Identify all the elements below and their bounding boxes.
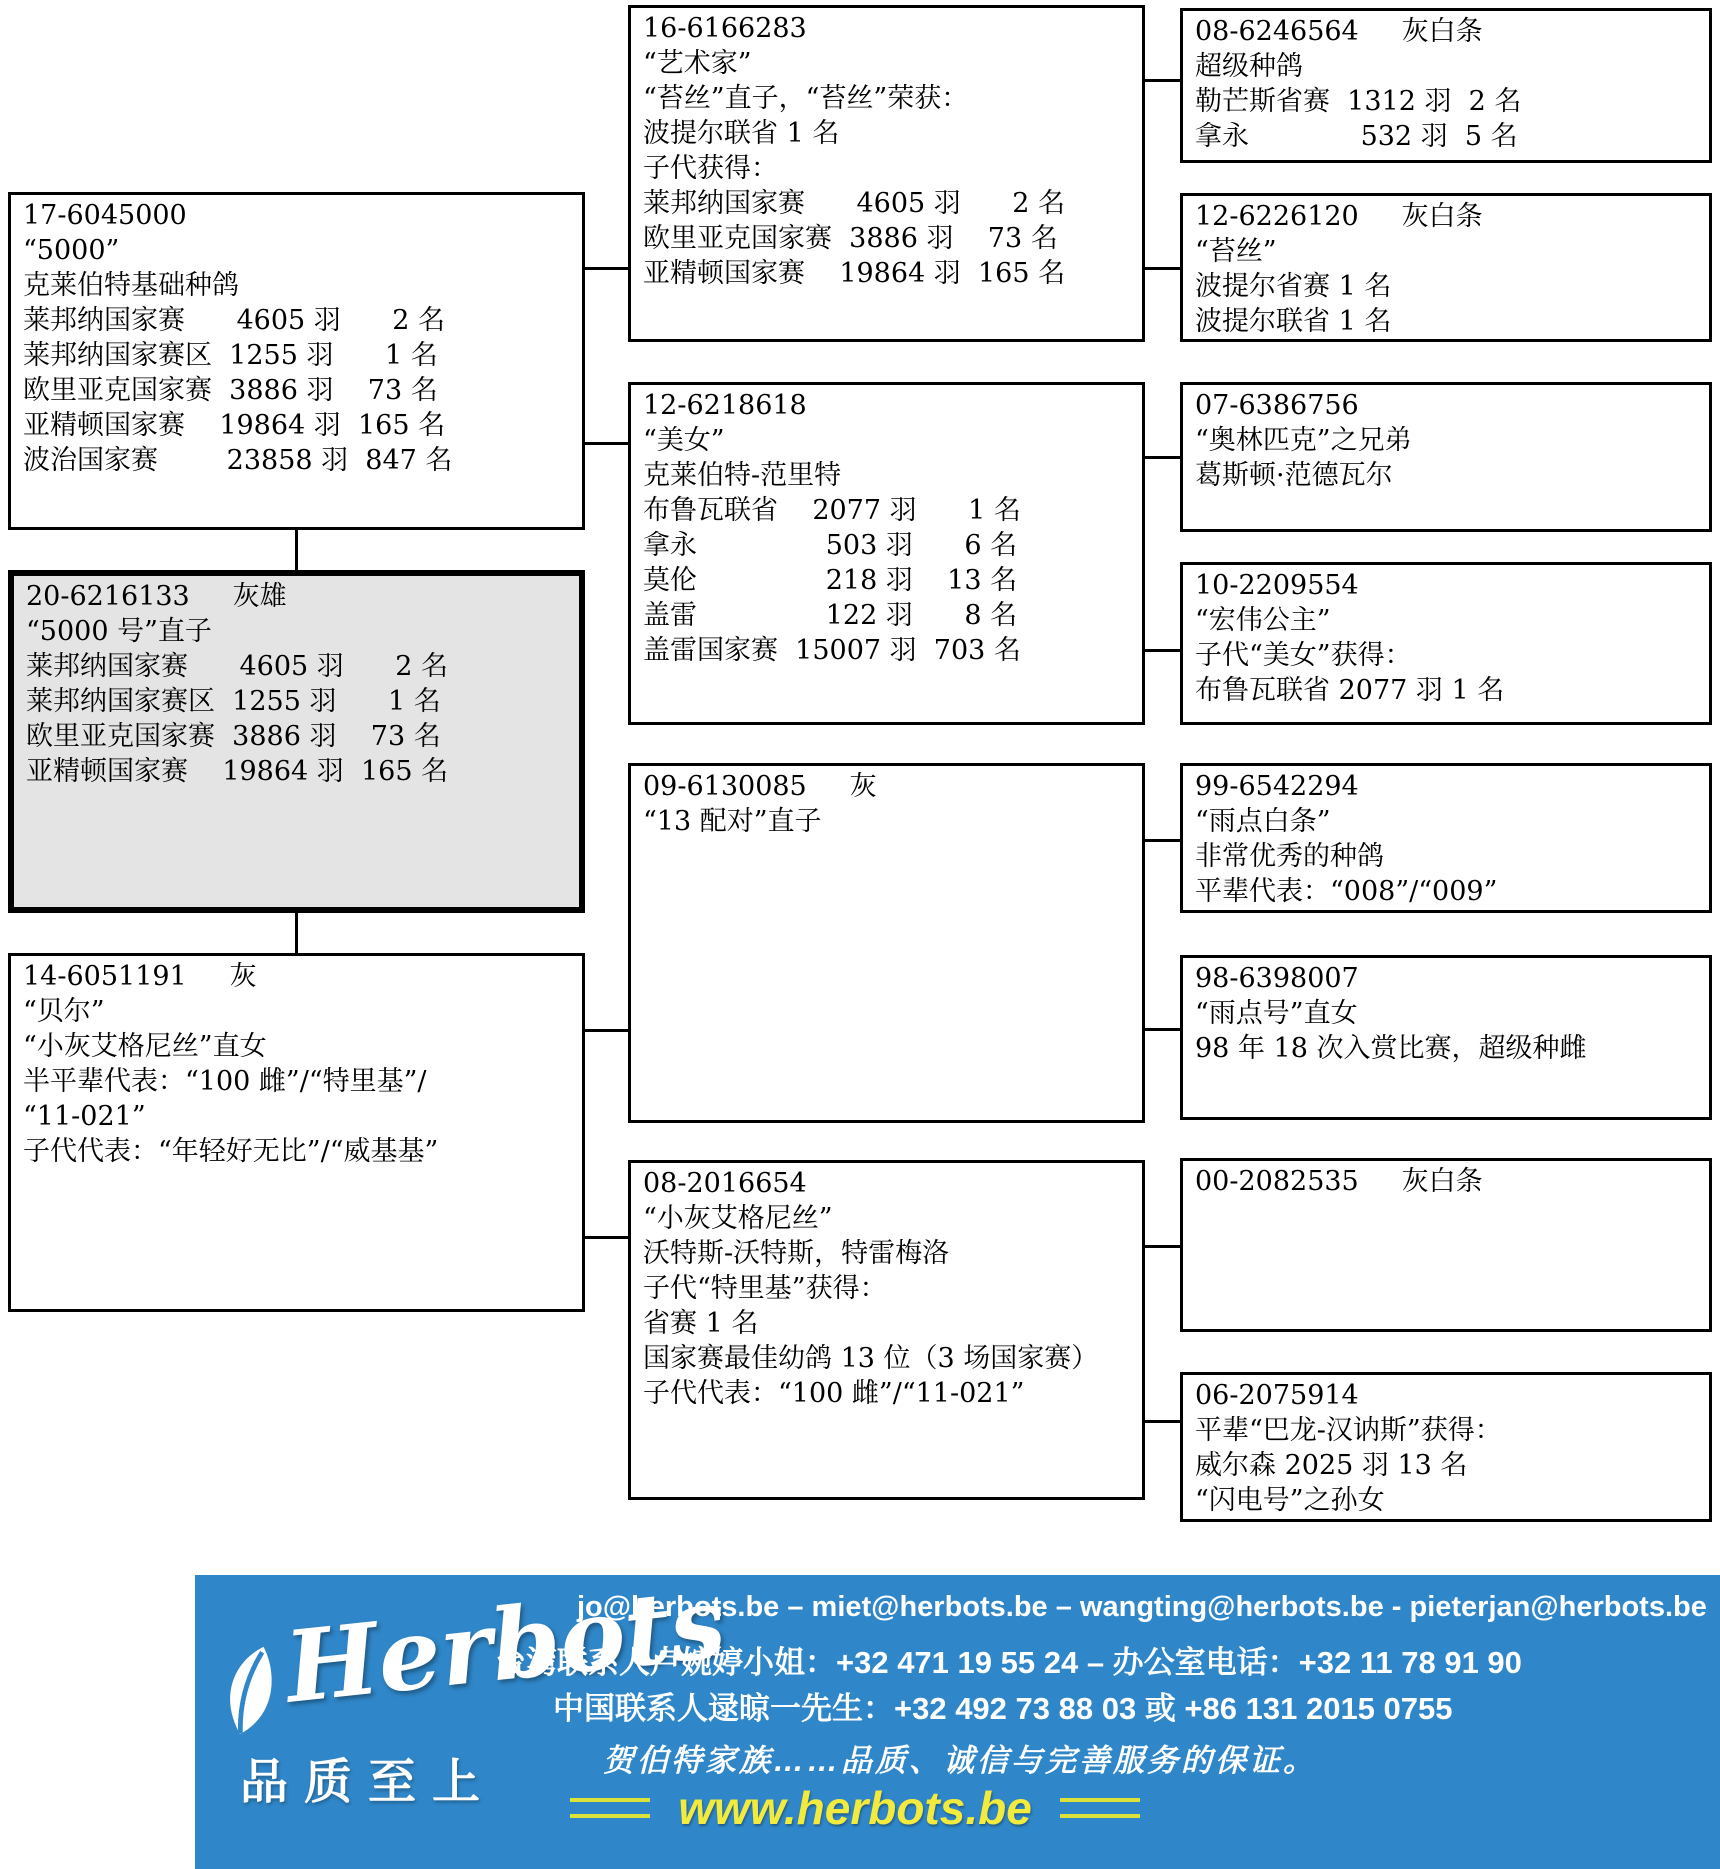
text-line: “贝尔” xyxy=(23,996,105,1027)
text-line: 00-2082535 灰白条 xyxy=(1195,1166,1483,1197)
text-line: “13 配对”直子 xyxy=(643,806,822,837)
text-line: 99-6542294 xyxy=(1195,771,1359,802)
connector-l1-to-l2 xyxy=(295,530,298,570)
text-line: 08-2016654 xyxy=(643,1168,807,1199)
text-line: 亚精顿国家赛 19864 羽 165 名 xyxy=(26,756,449,787)
text-line: 盖雷国家赛 15007 羽 703 名 xyxy=(643,635,1021,666)
text-line: 莱邦纳国家赛区 1255 羽 1 名 xyxy=(26,686,441,717)
text-line: 威尔森 2025 羽 13 名 xyxy=(1195,1450,1468,1481)
text-line: 波提尔联省 1 名 xyxy=(1195,306,1392,337)
text-line: 国家赛最佳幼鸽 13 位（3 场国家赛） xyxy=(643,1343,1099,1374)
connector-l2-to-l3 xyxy=(295,913,298,953)
text-line: 莱邦纳国家赛区 1255 羽 1 名 xyxy=(23,340,438,371)
banner-emails: jo@herbots.be – miet@herbots.be – wangting@herbots.be - pieterjan@herbots.be xyxy=(577,1591,1707,1623)
banner-url-row xyxy=(535,1781,1175,1835)
banner-tagline: 贺伯特家族……品质、诚信与完善服务的保证。 xyxy=(603,1743,1317,1778)
text-line: “宏伟公主” xyxy=(1195,605,1331,636)
banner-url[interactable]: www.herbots.be xyxy=(678,1782,1032,1834)
text-line: 半平辈代表：“100 雌”/“特里基”/ xyxy=(23,1066,427,1097)
text-line: 20-6216133 灰雄 xyxy=(26,581,287,612)
text-line: 拿永 503 羽 6 名 xyxy=(643,530,1018,561)
connector-m4-to-r7 xyxy=(1144,1245,1182,1248)
banner-china-contact: 中国联系人逯晾一先生：+32 492 73 88 03 或 +86 131 2015 0755 xyxy=(553,1691,1453,1726)
connector-l3-to-m3 xyxy=(584,1029,630,1032)
text-line: 布鲁瓦联省 2077 羽 1 名 xyxy=(1195,675,1505,706)
text-line: 子代代表：“年轻好无比”/“威基基” xyxy=(23,1136,439,1167)
text-line: 沃特斯-沃特斯，特雷梅洛 xyxy=(643,1238,950,1269)
connector-m1-to-r2 xyxy=(1144,267,1182,270)
text-line: “艺术家” xyxy=(643,48,752,79)
pedigree-box-07-6386756 xyxy=(1180,382,1712,532)
text-line: 08-6246564 灰白条 xyxy=(1195,16,1483,47)
text-line: “美女” xyxy=(643,425,725,456)
connector-m3-to-r6 xyxy=(1144,1028,1182,1031)
herbots-logo: Herbots xyxy=(280,1565,731,1726)
text-line: 莫伦 218 羽 13 名 xyxy=(643,565,1018,596)
text-line: 亚精顿国家赛 19864 羽 165 名 xyxy=(643,258,1066,289)
text-line: 盖雷 122 羽 8 名 xyxy=(643,600,1018,631)
text-line: 子代“美女”获得： xyxy=(1195,640,1412,671)
url-divider-right xyxy=(1060,1798,1140,1818)
connector-m2-to-r4 xyxy=(1144,649,1182,652)
text-line: “苔丝” xyxy=(1195,236,1277,267)
url-divider-left xyxy=(570,1798,650,1818)
text-line: 子代获得： xyxy=(643,153,778,184)
connector-m2-to-r3 xyxy=(1144,456,1182,459)
text-line: 欧里亚克国家赛 3886 羽 73 名 xyxy=(26,721,441,752)
text-line: “5000” xyxy=(23,235,120,266)
text-line: 子代代表：“100 雌”/“11-021” xyxy=(643,1378,1025,1409)
text-line: “小灰艾格尼丝”直女 xyxy=(23,1031,267,1062)
text-line: 莱邦纳国家赛 4605 羽 2 名 xyxy=(643,188,1066,219)
text-line: 07-6386756 xyxy=(1195,390,1359,421)
text-line: 勒芒斯省赛 1312 羽 2 名 xyxy=(1195,86,1522,117)
text-line: “雨点白条” xyxy=(1195,806,1331,837)
text-line: 非常优秀的种鸽 xyxy=(1195,841,1384,872)
text-line: 16-6166283 xyxy=(643,13,807,44)
pedigree-box-14-6051191 xyxy=(8,953,585,1312)
text-line: 莱邦纳国家赛 4605 羽 2 名 xyxy=(23,305,446,336)
text-line: “闪电号”之孙女 xyxy=(1195,1485,1385,1516)
text-line: 省赛 1 名 xyxy=(643,1308,759,1339)
text-line: 克莱伯特基础种鸽 xyxy=(23,270,239,301)
text-line: 亚精顿国家赛 19864 羽 165 名 xyxy=(23,410,446,441)
text-line: 09-6130085 灰 xyxy=(643,771,877,802)
text-line: “雨点号”直女 xyxy=(1195,998,1358,1029)
connector-l3-to-m4 xyxy=(584,1236,630,1239)
text-line: “苔丝”直子，“苔丝”荣获： xyxy=(643,83,969,114)
text-line: 莱邦纳国家赛 4605 羽 2 名 xyxy=(26,651,449,682)
pedigree-box-12-6226120 xyxy=(1180,193,1712,342)
banner-slogan: 品质至上 xyxy=(240,1756,497,1809)
text-line: 欧里亚克国家赛 3886 羽 73 名 xyxy=(23,375,438,406)
text-line: 子代“特里基”获得： xyxy=(643,1273,887,1304)
pedigree-box-98-6398007 xyxy=(1180,955,1712,1120)
text-line: “11-021” xyxy=(23,1101,146,1132)
text-line: “5000 号”直子 xyxy=(26,616,212,647)
text-line: 布鲁瓦联省 2077 羽 1 名 xyxy=(643,495,1021,526)
text-line: 波提尔省赛 1 名 xyxy=(1195,271,1392,302)
pedigree-box-20-6216133-highlighted xyxy=(8,570,585,913)
text-line: 欧里亚克国家赛 3886 羽 73 名 xyxy=(643,223,1058,254)
connector-m1-to-r1 xyxy=(1144,79,1182,82)
text-line: “奥林匹克”之兄弟 xyxy=(1195,425,1412,456)
connector-m3-to-r5 xyxy=(1144,839,1182,842)
text-line: 葛斯顿·范德瓦尔 xyxy=(1195,460,1393,491)
pedigree-box-99-6542294 xyxy=(1180,763,1712,913)
text-line: 98 年 18 次入赏比赛，超级种雌 xyxy=(1195,1033,1587,1064)
text-line: 超级种鸽 xyxy=(1195,51,1303,82)
pedigree-box-09-6130085 xyxy=(628,763,1145,1123)
banner xyxy=(195,1565,1720,1869)
pedigree-box-10-2209554 xyxy=(1180,562,1712,725)
pedigree-box-00-2082535 xyxy=(1180,1158,1712,1332)
text-line: 克莱伯特-范里特 xyxy=(643,460,842,491)
connector-m4-to-r8 xyxy=(1144,1420,1182,1423)
pedigree-box-17-6045000 xyxy=(8,192,585,530)
pedigree-box-08-6246564 xyxy=(1180,8,1712,163)
text-line: 17-6045000 xyxy=(23,200,187,231)
text-line: 12-6226120 灰白条 xyxy=(1195,201,1483,232)
pedigree-box-16-6166283 xyxy=(628,5,1145,342)
text-line: 14-6051191 灰 xyxy=(23,961,257,992)
text-line: 平辈“巴龙-汉讷斯”获得： xyxy=(1195,1415,1502,1446)
text-line: 12-6218618 xyxy=(643,390,807,421)
text-line: 波治国家赛 23858 羽 847 名 xyxy=(23,445,453,476)
pedigree-box-12-6218618 xyxy=(628,382,1145,725)
text-line: 平辈代表：“008”/“009” xyxy=(1195,876,1498,907)
text-line: 波提尔联省 1 名 xyxy=(643,118,840,149)
text-line: 拿永 532 羽 5 名 xyxy=(1195,121,1518,152)
connector-l1-to-m2 xyxy=(584,442,630,445)
pedigree-box-08-2016654 xyxy=(628,1160,1145,1500)
banner-taiwan-contact: 台湾联系人卢婉婷小姐：+32 471 19 55 24 – 办公室电话：+32 11 78 91 90 xyxy=(495,1645,1522,1680)
text-line: 98-6398007 xyxy=(1195,963,1359,994)
text-line: 06-2075914 xyxy=(1195,1380,1359,1411)
text-line: “小灰艾格尼丝” xyxy=(643,1203,833,1234)
pedigree-box-06-2075914 xyxy=(1180,1372,1712,1522)
text-line: 10-2209554 xyxy=(1195,570,1359,601)
connector-l1-to-m1 xyxy=(584,267,630,270)
